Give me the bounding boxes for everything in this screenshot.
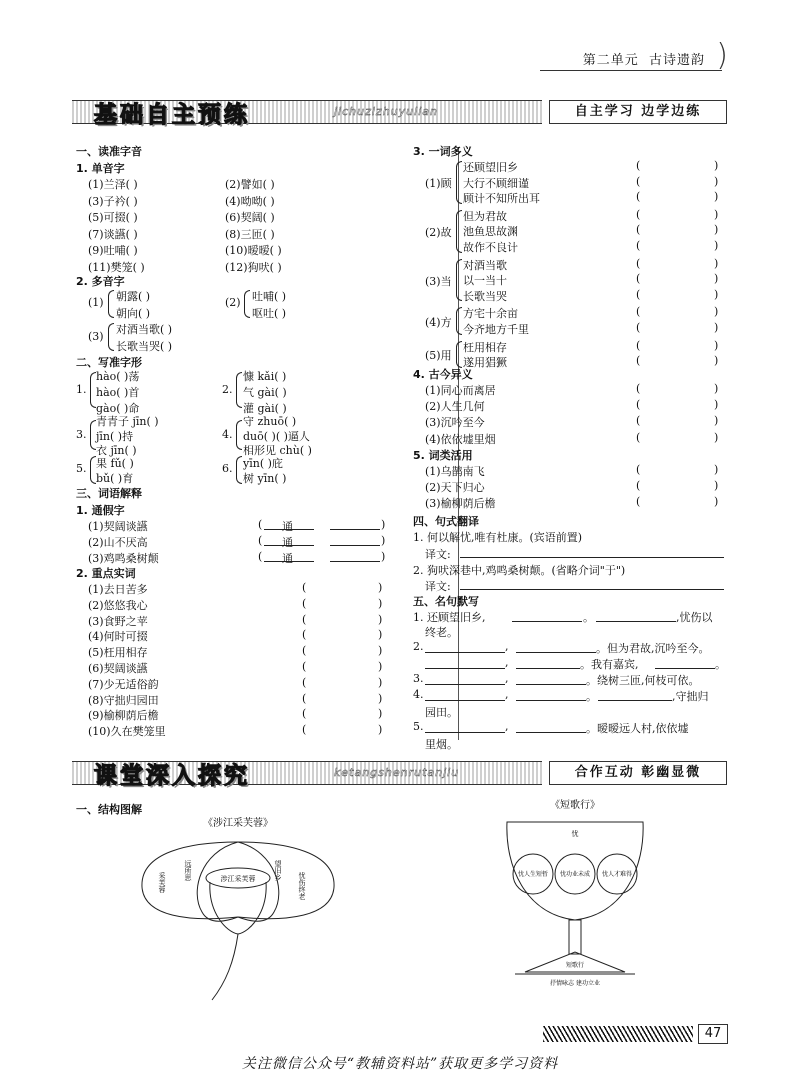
- goblet-circle-label: 忧功业未成: [559, 871, 591, 878]
- lotus-title: 《涉江采芙蓉》: [203, 818, 273, 829]
- blank-line[interactable]: [425, 668, 505, 669]
- form-num: 3.: [76, 428, 87, 441]
- polysemy-item: 今齐地方千里: [463, 323, 529, 336]
- paren: (: [302, 675, 307, 689]
- paren: ): [714, 159, 719, 172]
- poly-item: 朝向( ): [116, 307, 151, 320]
- polysemy-item: 方宅十余亩: [463, 307, 518, 321]
- polysemy-item: 对酒当歌: [463, 258, 507, 272]
- paren: ): [714, 414, 719, 428]
- banner-tag: 自主学习 边学边练: [549, 100, 727, 124]
- brace: [456, 161, 462, 204]
- goblet-circle-label: 忧人生短暂: [517, 871, 549, 878]
- recite-text: 。绕树三匝,何枝可依。: [586, 674, 700, 687]
- form-item: jīn( )持: [96, 430, 134, 443]
- recite-text: 终老。: [425, 626, 458, 639]
- tong-label: 通: [282, 520, 293, 533]
- heading-tongjia: 1. 通假字: [76, 504, 125, 517]
- paren: (: [636, 430, 641, 444]
- shici-item: (7)少无适俗韵: [88, 677, 159, 691]
- shici-item: (4)何时可掇: [88, 630, 148, 644]
- polysemy-item: 长歌当哭: [463, 289, 507, 303]
- blank-line[interactable]: [516, 700, 586, 701]
- paren: ): [714, 479, 719, 493]
- gujin-item: (2)人生几何: [425, 400, 485, 414]
- polysemy-label: (5)用: [425, 349, 452, 363]
- paren: (: [636, 463, 641, 476]
- paren: (: [636, 414, 641, 428]
- paren: (: [636, 272, 641, 286]
- paren: (: [636, 398, 641, 412]
- blank-line[interactable]: [516, 732, 586, 733]
- form-item: bǔ( )育: [96, 472, 134, 485]
- blank-line[interactable]: [655, 668, 715, 669]
- lotus-label: 远所思: [184, 860, 192, 881]
- paren: ): [714, 463, 719, 476]
- lotus-cup: [210, 882, 266, 934]
- paren: (: [258, 550, 263, 563]
- brace: [236, 372, 242, 408]
- paren: (: [636, 495, 641, 509]
- single-sound-item: (6)契阔( ): [225, 211, 275, 224]
- shici-item: (2)悠悠我心: [88, 598, 148, 612]
- form-item: 青青子 jīn( ): [96, 415, 159, 428]
- polysemy-item: 大行不顾细谨: [463, 176, 529, 190]
- paren: (: [302, 581, 307, 594]
- brace: [108, 290, 114, 318]
- single-sound-item: (4)呦呦( ): [225, 194, 275, 208]
- paren: ): [378, 581, 383, 594]
- blank-line[interactable]: [425, 652, 505, 653]
- heading-huoyong: 5. 词类活用: [413, 449, 473, 462]
- paren: (: [636, 305, 641, 319]
- banner-pinyin: ketangshenrutanjiu: [334, 766, 460, 779]
- shici-item: (9)榆柳荫后檐: [88, 709, 159, 723]
- section-banner-2: [72, 757, 727, 787]
- paren: ): [378, 644, 383, 658]
- shici-item: (3)食野之苹: [88, 614, 148, 628]
- recite-text: 。但为君故,沉吟至今。: [596, 642, 710, 655]
- single-sound-item: (10)暧暧( ): [225, 244, 282, 257]
- polysemy-label: (1)顾: [425, 177, 452, 191]
- paren: (: [302, 628, 307, 642]
- form-item: 衣 jīn( ): [96, 444, 137, 457]
- banner-title: 基础自主预练: [94, 102, 250, 128]
- paren: ): [714, 398, 719, 412]
- paren: ): [714, 239, 719, 252]
- paren: ): [714, 272, 719, 286]
- recite-text: ,: [505, 672, 509, 685]
- recite-text: ,守拙归: [672, 690, 709, 703]
- single-sound-item: (1)兰泽( ): [88, 178, 138, 191]
- paren: ): [714, 354, 719, 368]
- tongjia-item: (1)契阔谈讌: [88, 520, 148, 533]
- unit-label: 第二单元: [582, 53, 639, 68]
- recite-text: 。我有嘉宾,: [580, 658, 639, 671]
- polysemy-item: 还顾望旧乡: [463, 161, 518, 174]
- paren: (: [302, 723, 307, 737]
- brace: [456, 307, 462, 334]
- yiwen-label: 译文:: [425, 580, 451, 593]
- paren: ): [714, 256, 719, 270]
- shici-item: (6)契阔谈讌: [88, 662, 148, 675]
- form-num: 2.: [222, 383, 233, 396]
- paren: ): [378, 707, 383, 721]
- paren: ): [714, 338, 719, 352]
- blank-line[interactable]: [330, 545, 380, 546]
- goblet-base-label: 短歌行: [565, 962, 585, 969]
- answer-line[interactable]: [460, 589, 724, 590]
- paren: (: [636, 382, 641, 395]
- form-num: 6.: [222, 462, 233, 475]
- form-item: hào( )荡: [96, 370, 140, 383]
- blank-line[interactable]: [330, 529, 380, 530]
- polysemy-item: 故作不良计: [463, 241, 518, 254]
- paren: (: [636, 174, 641, 188]
- brace: [456, 210, 462, 253]
- page-number: 47: [698, 1024, 728, 1044]
- paren: ): [378, 628, 383, 642]
- blank-line[interactable]: [516, 668, 580, 669]
- single-sound-item: (11)樊笼( ): [88, 260, 145, 274]
- form-item: 相形见 chù( ): [243, 444, 312, 457]
- heading-shici: 2. 重点实词: [76, 567, 136, 580]
- paren: ): [714, 382, 719, 395]
- answer-line[interactable]: [460, 557, 724, 558]
- form-item: hào( )首: [96, 386, 140, 399]
- form-item: 树 yīn( ): [243, 472, 287, 485]
- paren: ): [714, 174, 719, 188]
- paren: ): [714, 287, 719, 301]
- paren: ): [378, 691, 383, 705]
- recite-text: ,忧伤以: [676, 611, 713, 624]
- recite-text: 5.: [413, 720, 424, 733]
- paren: (: [636, 159, 641, 172]
- paren: ): [378, 596, 383, 610]
- paren: ): [714, 430, 719, 444]
- blank-line[interactable]: [425, 700, 505, 701]
- huoyong-item: (1)乌鹊南飞: [425, 465, 485, 478]
- gujin-item: (3)沉吟至今: [425, 416, 485, 430]
- goblet-top-label: 忧: [571, 830, 579, 838]
- paren: ): [714, 495, 719, 509]
- form-item: 气 gài( ): [243, 386, 287, 399]
- recite-text: ,: [505, 640, 509, 653]
- form-num: 1.: [76, 383, 87, 396]
- banner-tag: 合作互动 彰幽显微: [549, 761, 727, 785]
- form-item: yīn( )庇: [243, 457, 283, 470]
- blank-line[interactable]: [512, 621, 582, 622]
- tong-label: 通: [282, 552, 293, 565]
- translate-question-2: 2. 狗吠深巷中,鸡鸣桑树颠。(省略介词"于"): [413, 564, 626, 577]
- blank-line[interactable]: [516, 652, 596, 653]
- heading-gujin: 4. 古今异义: [413, 368, 473, 381]
- poly-item: 呕吐( ): [252, 307, 287, 320]
- paren: ): [378, 723, 383, 737]
- paren: (: [302, 612, 307, 626]
- goblet-title: 《短歌行》: [550, 800, 600, 811]
- brace: [236, 420, 242, 450]
- banner-title: 课堂深入探究: [94, 763, 250, 789]
- heading-single-sound: 1. 单音字: [76, 162, 125, 175]
- single-sound-item: (5)可掇( ): [88, 211, 138, 224]
- paren: ): [714, 305, 719, 319]
- brace: [236, 456, 242, 484]
- paren: ): [714, 190, 719, 204]
- heading-multi-sound: 2. 多音字: [76, 275, 125, 288]
- paren: (: [636, 287, 641, 301]
- goblet-circle-label: 忧人才难得: [601, 871, 633, 878]
- paren: (: [302, 691, 307, 705]
- form-item: 灌 gài( ): [243, 402, 287, 415]
- recite-text: 2.: [413, 640, 424, 653]
- polysemy-label: (2)故: [425, 226, 452, 240]
- poly-num-3: (3): [88, 330, 104, 343]
- shici-item: (10)久在樊笼里: [88, 725, 166, 739]
- poly-item: 吐哺( ): [252, 290, 287, 303]
- goblet-diagram: [495, 796, 665, 996]
- form-num: 5.: [76, 462, 87, 475]
- header-bracket: ): [716, 38, 728, 73]
- paren: (: [636, 338, 641, 352]
- recite-text: 里烟。: [425, 738, 458, 751]
- lotus-label: 望旧乡: [274, 860, 282, 881]
- polysemy-item: 以一当十: [463, 274, 507, 288]
- heading-sentence-translate: 四、句式翻译: [413, 515, 479, 528]
- recite-text: ,: [505, 688, 509, 701]
- single-sound-item: (8)三匝( ): [225, 227, 275, 241]
- heading-word-explain: 三、词语解释: [76, 487, 142, 500]
- recite-text: 。: [715, 658, 726, 671]
- recite-text: 3.: [413, 672, 424, 685]
- paren: (: [302, 644, 307, 658]
- heading-read-sounds: 一、读准字音: [76, 145, 142, 158]
- recite-text: 1. 还顾望旧乡,: [413, 611, 486, 624]
- shici-item: (5)枉用相存: [88, 646, 148, 660]
- single-sound-item: (2)譬如( ): [225, 178, 275, 191]
- form-item: gào( )命: [96, 402, 140, 415]
- footer-note: 关注微信公众号“教辅资料站”获取更多学习资料: [241, 1056, 559, 1072]
- header-rule: [540, 70, 722, 71]
- polysemy-label: (3)当: [425, 275, 452, 288]
- paren: ): [714, 321, 719, 334]
- paren: (: [636, 239, 641, 252]
- paren: ): [381, 518, 386, 531]
- paren: ): [378, 660, 383, 673]
- gujin-item: (4)依依墟里烟: [425, 432, 496, 446]
- blank-line[interactable]: [425, 732, 505, 733]
- translate-question-1: 1. 何以解忧,唯有杜康。(宾语前置): [413, 531, 583, 544]
- paren: (: [636, 223, 641, 237]
- goblet-stem: [569, 920, 581, 954]
- polysemy-item: 遂用猖獗: [463, 356, 507, 370]
- paren: (: [636, 256, 641, 270]
- paren: ): [378, 675, 383, 689]
- polysemy-item: 枉用相存: [463, 340, 507, 354]
- paren: (: [302, 707, 307, 721]
- section-banner-1: [72, 96, 727, 126]
- form-item: 果 fǔ( ): [96, 457, 134, 470]
- footer-hatch: [543, 1026, 693, 1042]
- paren: ): [378, 612, 383, 626]
- paren: (: [636, 190, 641, 204]
- single-sound-item: (12)狗吠( ): [225, 260, 282, 274]
- blank-line[interactable]: [596, 621, 676, 622]
- paren: (: [302, 596, 307, 610]
- lotus-diagram: [130, 812, 350, 1002]
- recite-text: 园田。: [425, 706, 458, 719]
- paren: (: [636, 321, 641, 334]
- paren: (: [258, 534, 263, 547]
- brace: [456, 259, 462, 302]
- heading-recite: 五、名句默写: [413, 595, 479, 608]
- poly-item: 朝露( ): [116, 290, 151, 303]
- paren: ): [381, 550, 386, 563]
- running-header: [583, 49, 705, 68]
- shici-item: (8)守拙归园田: [88, 693, 159, 707]
- paren: (: [302, 660, 307, 673]
- yiwen-label: 译文:: [425, 548, 451, 561]
- polysemy-item: 池鱼思故渊: [463, 225, 518, 239]
- single-sound-item: (3)子衿( ): [88, 194, 138, 208]
- paren: (: [258, 518, 263, 531]
- lotus-label: 采芙蓉: [158, 872, 166, 893]
- heading-write-forms: 二、写准字形: [76, 356, 142, 369]
- brace: [108, 323, 114, 351]
- recite-text: 。暧暧远人村,依依墟: [586, 722, 689, 735]
- huoyong-item: (2)天下归心: [425, 481, 485, 495]
- poly-item: 对酒当歌( ): [116, 323, 173, 336]
- single-sound-item: (9)吐哺( ): [88, 244, 138, 257]
- paren: ): [381, 534, 386, 547]
- blank-line[interactable]: [425, 684, 505, 685]
- gujin-item: (1)同心而离居: [425, 384, 496, 397]
- polysemy-item: 顾计不知所出耳: [463, 192, 540, 206]
- tongjia-item: (2)山不厌高: [88, 536, 148, 549]
- heading-structure-diagram: 一、结构图解: [76, 803, 142, 816]
- lotus-center-label: 涉江采芙蓉: [220, 875, 256, 883]
- recite-text: ,: [505, 720, 509, 733]
- blank-line[interactable]: [598, 700, 672, 701]
- heading-polysemy: 3. 一词多义: [413, 145, 473, 158]
- huoyong-item: (3)榆柳荫后檐: [425, 497, 496, 511]
- lotus-label: 忧伤终老: [298, 872, 306, 900]
- poly-item: 长歌当哭( ): [116, 340, 173, 353]
- goblet-foot-label: 抒情咏志 建功立业: [550, 980, 600, 987]
- polysemy-item: 但为君故: [463, 209, 507, 223]
- paren: ): [714, 223, 719, 237]
- paren: (: [636, 207, 641, 221]
- tongjia-item: (3)鸡鸣桑树颠: [88, 552, 159, 565]
- form-item: 守 zhuō( ): [243, 415, 297, 428]
- blank-line[interactable]: [516, 684, 586, 685]
- brace: [244, 290, 250, 318]
- recite-text: 。: [583, 611, 594, 624]
- single-sound-item: (7)谈讌( ): [88, 227, 138, 241]
- paren: ): [714, 207, 719, 221]
- polysemy-label: (4)方: [425, 316, 452, 329]
- poly-num-2: (2): [225, 296, 241, 309]
- form-item: duō( )( )逼人: [243, 430, 310, 443]
- form-item: 慷 kǎi( ): [243, 370, 287, 383]
- banner-pinyin: jichuzizhuyulian: [334, 105, 438, 118]
- blank-line[interactable]: [330, 561, 380, 562]
- lotus-stem: [212, 934, 238, 1000]
- recite-text: ,: [505, 656, 509, 669]
- unit-title: 古诗遗韵: [648, 53, 705, 68]
- poly-num-1: (1): [88, 296, 104, 309]
- tong-label: 通: [282, 536, 293, 549]
- shici-item: (1)去日苦多: [88, 583, 148, 596]
- paren: (: [636, 479, 641, 493]
- brace: [456, 341, 462, 368]
- recite-text: 。: [586, 690, 597, 703]
- recite-text: 4.: [413, 688, 424, 701]
- form-num: 4.: [222, 428, 233, 441]
- paren: (: [636, 354, 641, 368]
